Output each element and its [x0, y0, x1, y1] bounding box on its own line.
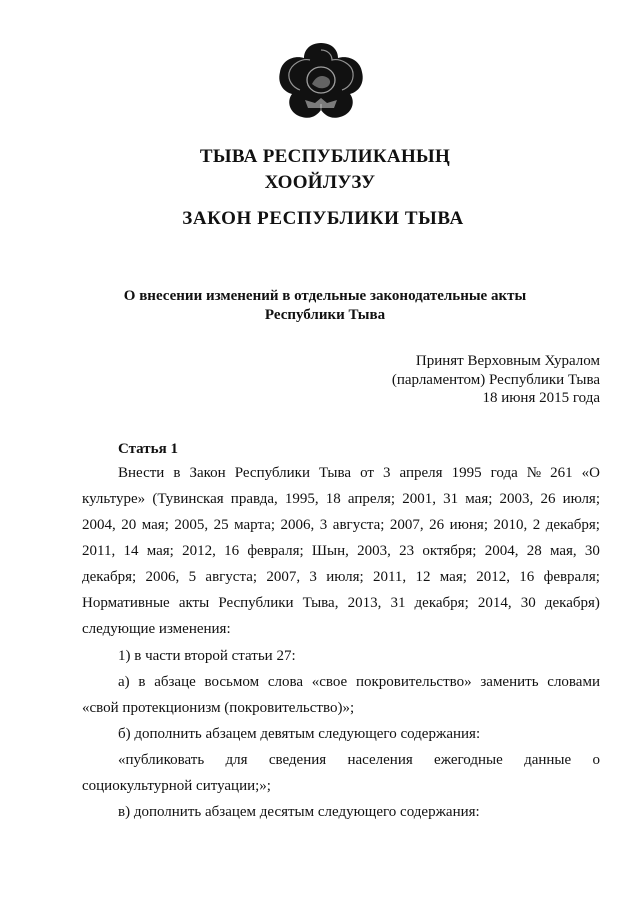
- word: августа;: [332, 517, 385, 533]
- para1-line7: следующие изменения:: [82, 621, 231, 637]
- word: 30: [520, 595, 536, 611]
- word: от: [360, 465, 374, 481]
- word: слова: [267, 674, 303, 690]
- word: декабря): [544, 595, 600, 611]
- word: Республики: [218, 595, 294, 611]
- item1: 1) в части второй статьи 27:: [118, 648, 296, 664]
- word: 2005,: [174, 517, 209, 533]
- para1-line2: [82, 490, 600, 508]
- word: заменить: [480, 674, 539, 690]
- word: года: [490, 465, 518, 481]
- coat-of-arms-of-tuva-emblem: [272, 40, 370, 122]
- word: Нормативные: [82, 595, 170, 611]
- item-b: б) дополнить абзацем девятым следующего содержания:: [118, 726, 481, 742]
- word: декабря;: [545, 517, 600, 533]
- para1-line6: [82, 594, 600, 612]
- word: 5: [188, 569, 197, 585]
- word: 12: [415, 569, 431, 585]
- word: 261: [550, 465, 573, 481]
- word: февраля;: [247, 543, 304, 559]
- word: 31: [443, 491, 459, 507]
- word: апреля;: [347, 491, 396, 507]
- word: сведения: [268, 752, 327, 768]
- word: мая;: [141, 517, 169, 533]
- word: 1995: [451, 465, 482, 481]
- word: Тыва: [319, 465, 352, 481]
- word: №: [526, 465, 542, 481]
- word: 2014,: [477, 595, 512, 611]
- word: 2012,: [182, 543, 216, 559]
- word: «О: [581, 465, 600, 481]
- heading-tuvan-line1: ТЫВА РЕСПУБЛИКАНЫҢ: [199, 146, 451, 167]
- word: для: [225, 752, 248, 768]
- word: декабря;: [82, 569, 137, 585]
- word: 2010,: [493, 517, 528, 533]
- word: (Тувинская: [152, 491, 224, 507]
- subject-line2: Республики Тыва: [264, 307, 386, 323]
- word: Закон: [189, 465, 226, 481]
- word: 16: [224, 543, 240, 559]
- word: 2013,: [347, 595, 382, 611]
- word: 18: [325, 491, 341, 507]
- word: августа;: [205, 569, 258, 585]
- word: 2001,: [402, 491, 436, 507]
- word: 2012,: [476, 569, 510, 585]
- word: 30: [584, 543, 600, 559]
- word: Республики: [234, 465, 310, 481]
- word: мая;: [439, 569, 467, 585]
- word: Внести: [118, 465, 165, 481]
- word: июня;: [449, 517, 488, 533]
- word: Шын,: [311, 543, 349, 559]
- quote-line2: социокультурной ситуации;»;: [82, 778, 271, 794]
- word: «свое: [311, 674, 348, 690]
- word: о: [592, 752, 600, 768]
- word: 2: [532, 517, 541, 533]
- word: 31: [390, 595, 406, 611]
- word: 2006,: [280, 517, 315, 533]
- word: 23: [399, 543, 415, 559]
- word: мая;: [146, 543, 174, 559]
- adopted-line2: (парламентом) Республики Тыва: [391, 372, 600, 388]
- word: 26: [429, 517, 445, 533]
- word: 3: [382, 465, 391, 481]
- word: 2004,: [484, 543, 519, 559]
- para1-line3: [82, 516, 600, 534]
- word: в: [138, 674, 146, 690]
- word: апреля: [399, 465, 443, 481]
- word: 2003,: [357, 543, 391, 559]
- word: в: [173, 465, 181, 481]
- word: марта;: [234, 517, 276, 533]
- word: декабря;: [414, 595, 469, 611]
- quote-line1: [118, 751, 600, 769]
- word: правда,: [230, 491, 278, 507]
- item-a-line2: «свой протекционизм (покровительство)»;: [82, 700, 355, 716]
- word: словами: [547, 674, 600, 690]
- item-a-line1: [118, 673, 600, 691]
- word: 2003,: [499, 491, 534, 507]
- adopted-line1: Принят Верховным Хуралом: [415, 353, 600, 369]
- word: абзаце: [154, 674, 196, 690]
- article-title: Статья 1: [118, 441, 178, 457]
- word: а): [118, 674, 130, 690]
- word: 2011,: [372, 569, 407, 585]
- para1-line1: [118, 464, 600, 482]
- word: 26: [540, 491, 556, 507]
- para1-line5: [82, 568, 600, 586]
- word: февраля;: [543, 569, 600, 585]
- word: 3: [319, 517, 328, 533]
- adopted-date: 18 июня 2015 года: [482, 390, 600, 406]
- word: 20: [121, 517, 137, 533]
- word: 2006,: [145, 569, 180, 585]
- word: культуре»: [82, 491, 146, 507]
- word: 2007,: [389, 517, 424, 533]
- word: Тыва,: [302, 595, 339, 611]
- subject-line1: О внесении изменений в отдельные законодательные акты: [123, 288, 527, 304]
- word: мая,: [549, 543, 577, 559]
- word: 14: [123, 543, 139, 559]
- heading-law-title: ЗАКОН РЕСПУБЛИКИ ТЫВА: [182, 208, 464, 229]
- word: 2011,: [82, 543, 116, 559]
- word: покровительство»: [355, 674, 472, 690]
- word: акты: [178, 595, 210, 611]
- item-v: в) дополнить абзацем десятым следующего содержания:: [118, 804, 480, 820]
- word: населения: [347, 752, 413, 768]
- word: ежегодные: [434, 752, 503, 768]
- word: июля;: [326, 569, 364, 585]
- word: «публиковать: [118, 752, 205, 768]
- heading-tuvan-line2: ХООЙЛУЗУ: [264, 172, 376, 193]
- word: 2004,: [82, 517, 116, 533]
- word: восьмом: [204, 674, 260, 690]
- word: 16: [519, 569, 535, 585]
- word: 28: [526, 543, 542, 559]
- word: 3: [309, 569, 317, 585]
- word: октября;: [422, 543, 477, 559]
- word: данные: [524, 752, 572, 768]
- word: июля;: [562, 491, 600, 507]
- word: 1995,: [284, 491, 319, 507]
- word: 2007,: [266, 569, 301, 585]
- para1-line4: [82, 542, 600, 560]
- word: 25: [213, 517, 229, 533]
- word: мая;: [465, 491, 493, 507]
